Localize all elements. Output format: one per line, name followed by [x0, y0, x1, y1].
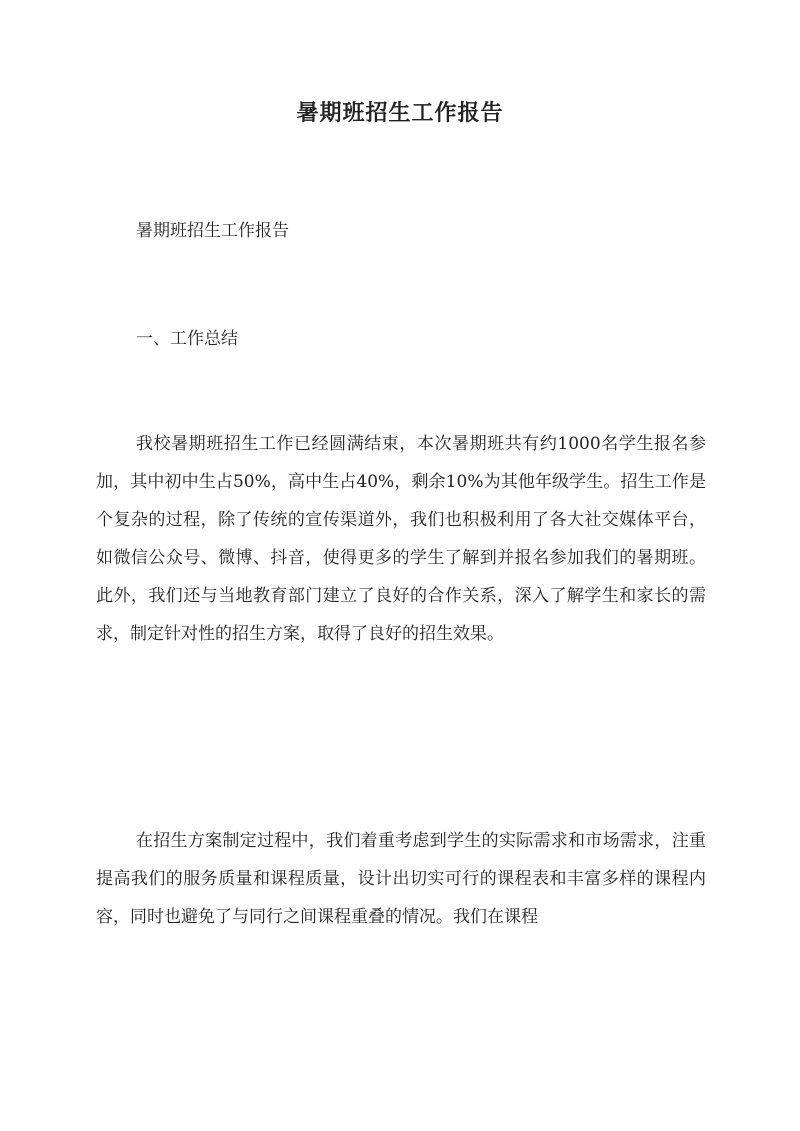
document-title: 暑期班招生工作报告 [296, 100, 504, 126]
paragraph: 我校暑期班招生工作已经圆满结束，本次暑期班共有约1000名学生报名参加，其中初中生占50%，高中生占40%，剩余10%为其他年级学生。招生工作是个复杂的过程，除了传统的宣传渠道外，我们也积极利用了各大社交媒体平台，如微信公众号、微博、抖音，使得更多的学生了解到并报名参加我们的暑期班。此外，我们还与当地教育部门建立了良好的合作关系，深入了解学生和家长的需求，制定针对性的招生方案，取得了良好的招生效果。 [96, 434, 706, 644]
section-heading: 一、工作总结 [136, 329, 238, 349]
document-subtitle: 暑期班招生工作报告 [136, 221, 289, 241]
paragraph: 在招生方案制定过程中，我们着重考虑到学生的实际需求和市场需求，注重提高我们的服务质量和课程质量，设计出切实可行的课程表和丰富多样的课程内容，同时也避免了与同行之间课程重叠的情况。我们在课程 [96, 831, 706, 927]
